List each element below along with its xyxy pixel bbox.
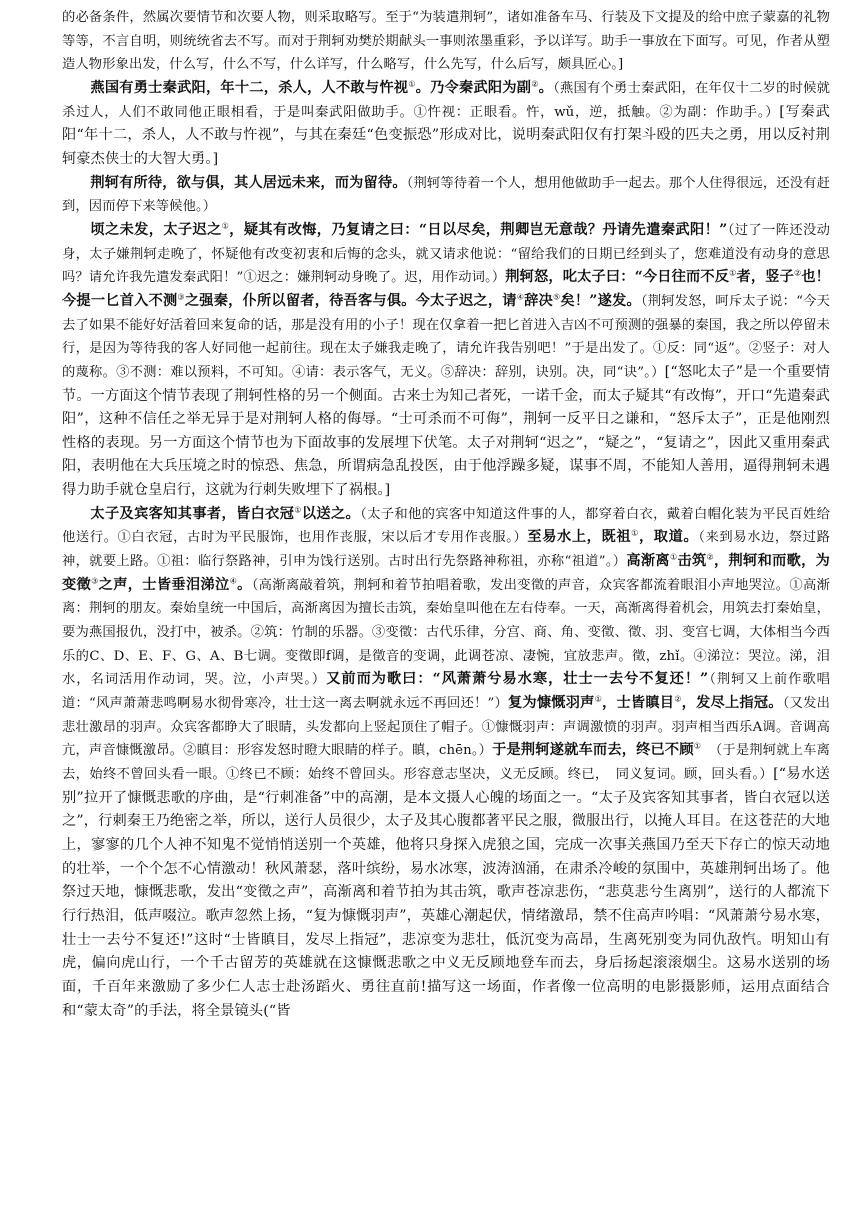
original-text: 者，竖子 xyxy=(736,269,794,286)
footnote-marker: ③ xyxy=(177,292,185,302)
paragraph-2 xyxy=(62,77,830,172)
original-text: 。 xyxy=(237,576,252,593)
original-text: 辞决 xyxy=(524,292,553,309)
original-text: ，取道。 xyxy=(638,529,699,546)
original-text: 顷之未发，太子迟之 xyxy=(90,221,222,238)
footnote-marker: ① xyxy=(294,505,302,515)
original-text: 复为慷慨羽声 xyxy=(507,695,595,712)
original-text: ，发尽上指冠。 xyxy=(681,695,783,712)
paragraph-4 xyxy=(62,219,830,503)
translation-note: （于是荆轲就上车离去，始终不曾回头看一眼。①终已不顾：始终不曾回头。形容意志坚决，义无反顾。终已， 同义复词。顾，回头看。） xyxy=(62,743,830,782)
original-text: 高渐离 xyxy=(626,553,670,570)
translation-note: （过了一阵还没动身，太子嫌荆轲走晚了，怀疑他有改变初衷和后悔的念头，就又请求他说：“留给我们的日期已经到头了，您难道没有动身的意思吗？请允许我先遣发秦武阳！”①迟之：嫌荆轲动身晚了。迟，用作动词。） xyxy=(62,222,830,286)
footnote-marker: ③ xyxy=(91,576,99,586)
original-text: 之声，士皆垂泪涕泣 xyxy=(98,576,230,593)
original-text xyxy=(701,742,715,758)
footnote-marker: ① xyxy=(631,528,639,538)
original-text: ，荆轲和而歌，为变徵 xyxy=(62,553,831,593)
translation-note: 的必备条件，然属次要情节和次要人物，则采取略写。至于“为装遣荆轲”，诸如准备车马、行装及下文提及的给中庶子蒙嘉的礼物等等，不言自明，则统统省去不写。而对于荆轲劝樊於期献头一事则浓墨重彩，予以详写。助手一事放在下面写。可见，作者从塑造人物形象出发，什么写，什么不写，什么详写，什么略写，什么先写，什么后写，颇具匠心。] xyxy=(62,10,830,73)
original-text: 荆轲怒，叱太子曰：“今日往而不反 xyxy=(505,269,730,286)
commentary: [写秦武阳“年十二，杀人，人不敢与忤视”，与其在秦廷“色变振恐”形成对比，说明秦武阳仅有打架斗殴的匹夫之勇，用以反衬荆轲豪杰侠士的大智大勇。] xyxy=(62,103,830,167)
translation-note: （又发出悲壮激昂的羽声。众宾客都睁大了眼睛，头发都向上竖起顶住了帽子。①慷慨羽声：声调激愤的羽声。羽声相当西乐A调。音调高亢，声音慷慨激昂。②瞋目：形容发怒时瞪大眼睛的样子。瞋，chēn。） xyxy=(62,696,830,759)
original-text: 燕国有勇士秦武阳，年十二，杀人，人不敢与忤视 xyxy=(90,79,409,96)
original-text: 矣！”遂发。 xyxy=(560,292,641,309)
commentary: [“易水送别”拉开了慷慨悲歌的序曲，是“行刺准备”中的高潮，是本文摄人心魄的场面之一。“太子及宾客知其事者，皆白衣冠以送之”，行刺秦王乃绝密之举，所以，送行人员很少，太子及其心腹都著平民之服，微服出行，以掩人耳目。在这苍茫的大地上，寥寥的几个人神不知鬼不觉悄悄送别一个英雄，他将只身探入虎狼之国，完成一次事关燕国乃至天下存亡的惊天动地的壮举，一个个怎不心情激动！秋风萧瑟，落叶缤纷，易水冰寒，波涛汹涌，在肃杀冷峻的氛围中，英雄荆轲出场了。他祭过天地，慷慨悲歌，发出“变徵之声”，高渐离和着节拍为其击筑，歌声苍凉悲伤，“悲莫悲兮生离别”，送行的人都流下行行热泪，低声啜泣。歌声忽然上扬，“复为慷慨羽声”，英雄心潮起伏，情绪激昂，禁不住高声吟唱：“风萧萧兮易水寒，壮士一去兮不复还!”这时“士皆瞋目，发尽上指冠”，悲凉变为悲壮，低沉变为高昂，生离死别变为同仇敌忾。明知山有虎，偏向虎山行，一个千古留芳的英雄就在这慷慨悲歌之中义无反顾地登车而去，身后扬起滚滚烟尘。这易水送别的场面，千百年来激励了多少仁人志士赴汤蹈火、勇往直前!描写这一场面，作者像一位高明的电影摄影师，运用点面结合和“蒙太奇”的手法，将全景镜头(“皆 xyxy=(62,766,830,1019)
translation-note: （燕国有个勇士秦武阳，在年仅十二岁的时候就杀过人，人们不敢同他正眼相看，于是叫秦武阳做助手。①忤视：正眼看。忤，wǔ，逆，抵触。②为副：作助手。） xyxy=(62,80,830,120)
original-text: ，疑其有改悔，乃复请之曰：“日以尽矣，荆卿岂无意哉？丹请先遣秦武阳！” xyxy=(229,221,728,238)
footnote-marker: ⑤ xyxy=(552,292,561,302)
original-text: 荆轲有所待，欲与俱，其人居远未来，而为留待。 xyxy=(90,174,407,191)
footnote-marker: ① xyxy=(408,79,416,89)
translation-note: （来到易水边，祭过路神，就要上路。①祖：临行祭路神，引申为饯行送别。古时出行先祭路神称祖，亦称“祖道”。） xyxy=(62,530,830,570)
footnote-marker: ② xyxy=(531,79,539,89)
original-text: 之强秦，仆所以留者，待吾客与俱。今太子迟之，请 xyxy=(184,292,517,309)
original-text: 又前而为歌曰：“风萧萧兮易水寒，壮士一去兮不复还！” xyxy=(326,671,709,688)
paragraph-3 xyxy=(62,172,830,219)
footnote-marker: ① xyxy=(669,552,678,562)
original-text: 至易水上，既祖 xyxy=(527,529,632,546)
original-text: 击筑 xyxy=(677,553,707,570)
paragraph-5 xyxy=(62,503,830,1023)
paragraph-1 xyxy=(62,6,830,77)
original-text: 太子及宾客知其事者，皆白衣冠 xyxy=(90,505,295,522)
original-text: 。 xyxy=(538,79,554,96)
original-text: ，士皆瞋目 xyxy=(602,695,675,712)
translation-note: （太子和他的宾客中知道这件事的人，都穿着白衣，戴着白帽化装为平民百姓给他送行。①白衣冠，古时为平民服饰，也用作丧服，宋以后才专用作丧服。） xyxy=(62,506,831,546)
footnote-marker: ② xyxy=(674,694,682,704)
footnote-marker: ② xyxy=(793,268,802,278)
translation-note: （高渐离敲着筑，荆轲和着节拍唱着歌，发出变徵的声音，众宾客都流着眼泪小声地哭泣。①高渐离：荆轲的朋友。秦始皇统一中国后，高渐离因为擅长击筑，秦始皇叫他在左右侍奉。一天，高渐离得着机会，用筑去打秦始皇，要为燕国报仇，没打中，被杀。②筑：竹制的乐器。③变徵：古代乐律，分宫、商、角、变徵、徵、羽、变宫七调，大体相当今西乐的C、D、E、F、G、A、B七调。变徵即f调，是徵音的变调，此调苍凉、凄惋，宜放悲声。徵，zhǐ。④涕泣：哭泣。涕，泪水，名词活用作动词，哭。泣，小声哭。） xyxy=(62,577,831,688)
translation-note: （荆轲又上前作歌唱道：“风声萧萧悲鸣啊易水彻骨寒冷，壮士这一离去啊就永远不再回还！”） xyxy=(62,672,830,712)
original-text: 于是荆轲遂就车而去，终已不顾 xyxy=(492,742,694,759)
footnote-marker: ① xyxy=(221,221,230,231)
original-text: 以送之。 xyxy=(301,505,361,522)
footnote-marker: ① xyxy=(729,268,737,278)
translation-note: （荆轲等待着一个人，想用他做助手一起去。那个人住得很远，还没有赶到，因而停下来等候他。） xyxy=(62,175,830,215)
footnote-marker: ① xyxy=(594,694,603,704)
footnote-marker: ② xyxy=(706,552,715,562)
footnote-marker: ④ xyxy=(516,292,525,302)
translation-note: （荆轲发怒，呵斥太子说：“今天去了如果不能好好活着回来复命的话，那是没有用的小子！现在仅拿着一把匕首进入吉凶不可预测的强暴的秦国，我之所以停留未行，是因为等待我的客人好同他一起前往。现在太子嫌我走晚了，请允许我告别吧！”于是出发了。①反：同“返”。②竖子：对人的蔑称。③不测：难以预料，不可知。④请：表示客气，无义。⑤辞决：辞别，诀别。决，同“诀”。） xyxy=(62,293,831,380)
original-text: 也！今提一匕首入不测 xyxy=(62,269,831,309)
original-text: 。乃令秦武阳为副 xyxy=(415,79,532,96)
footnote-marker: ④ xyxy=(229,576,238,586)
footnote-marker: ① xyxy=(693,741,702,751)
commentary: [“怒叱太子”是一个重要情节。一方面这个情节表现了荆轲性格的另一个侧面。古来士为知己者死，一诺千金，而太子疑其“有改悔”，开口“先遣秦武阳”，这种不信任之举无异于是对荆轲人格的侮辱。“士可杀而不可侮”，荆轲一反平日之谦和，“怒斥太子”，正是他刚烈性格的表现。另一方面这个情节也为下面故事的发展埋下伏笔。太子对荆轲“迟之”，“疑之”，“复请之”，因此又重用秦武阳，表明他在大兵压境之时的惊恐、焦急，所谓病急乱投医，由于他浮躁多疑，谋事不周，不能知人善用，逼得荆轲未遇得力助手就仓皇启行，这就为行刺失败埋下了祸根。] xyxy=(62,363,830,499)
